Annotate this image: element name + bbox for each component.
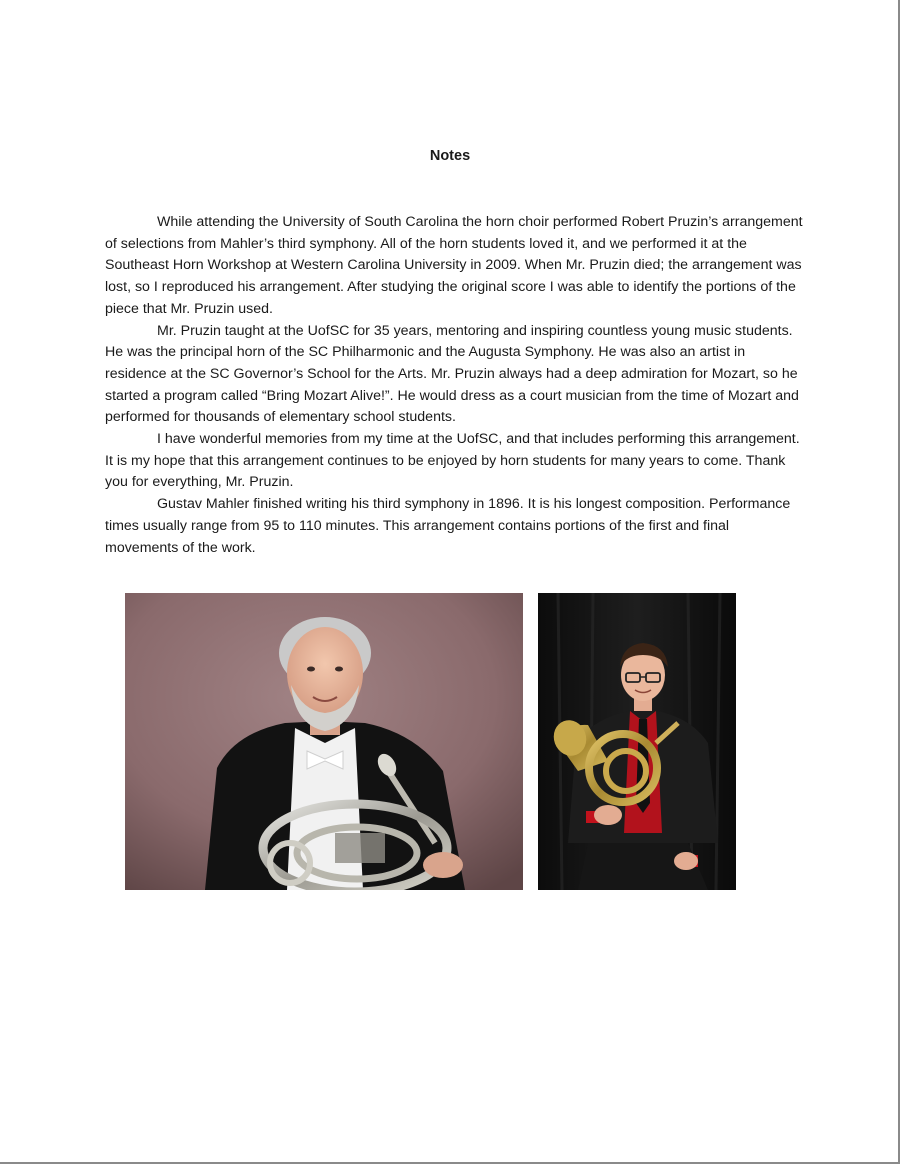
photo-older-horn-player [125, 593, 523, 890]
paragraph-1: While attending the University of South Carolina the horn choir performed Robert Pruzin’s arrangement of selections from Mahler’s third symphony. All of the horn students loved it, and we performed it at the Southeast Horn Workshop at Western Carolina University in 2009. When Mr. Pruzin died; the arrangement was lost, so I reproduced his arrangement. After studying the original score I was able to identify the portions of the piece that Mr. Pruzin used. [105, 214, 803, 317]
portrait-illustration [125, 593, 523, 890]
paragraph-3: I have wonderful memories from my time at the UofSC, and that includes performing this arrangement. It is my hope that this arrangement continues to be enjoyed by horn students for many years to come. Thank you for everything, Mr. Pruzin. [105, 431, 800, 491]
notes-body [105, 212, 805, 559]
paragraph-4: Gustav Mahler finished writing his third symphony in 1896. It is his longest composition. Performance times usually range from 95 to 110 minutes. This arrangement contains portions of the first and final movements of the work. [105, 496, 791, 556]
photo-young-horn-player [538, 593, 736, 890]
portrait-illustration [538, 593, 736, 890]
page-title: Notes [429, 148, 471, 164]
paragraph-2: Mr. Pruzin taught at the UofSC for 35 years, mentoring and inspiring countless young music students. He was the principal horn of the SC Philharmonic and the Augusta Symphony. He was also an artist in residence at the SC Governor’s School for the Arts. Mr. Pruzin always had a deep admiration for Mozart, so he started a program called “Bring Mozart Alive!”. He would dress as a court musician from the time of Mozart and performed for thousands of elementary school students. [105, 322, 799, 426]
